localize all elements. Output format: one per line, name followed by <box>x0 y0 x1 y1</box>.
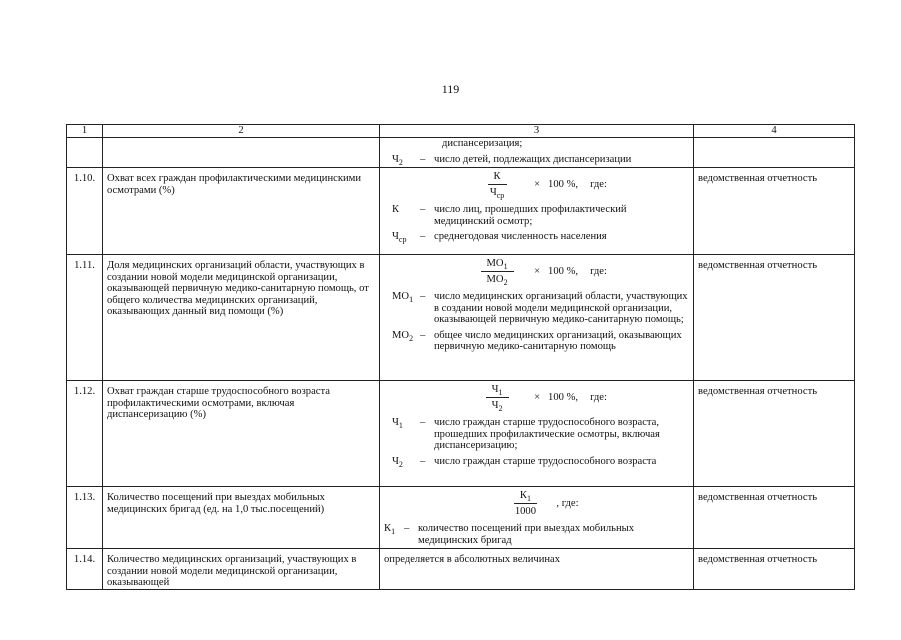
table-row <box>67 381 855 487</box>
table-row <box>67 255 855 381</box>
formula: $\frac{К}{Ч_{ср}}$ × 100 %, где: <box>384 170 689 200</box>
method-cell <box>380 381 694 487</box>
continuation-row <box>67 138 855 168</box>
method-text: определяется в абсолютных величинах <box>380 549 694 590</box>
variable-symbol: $Ч_2$ <box>392 153 403 167</box>
variable-definition <box>384 154 689 166</box>
continuation-text: диспансеризация; <box>442 138 523 149</box>
indicator-name: Охват всех граждан профилактическими медицинскими осмотрами (%) <box>103 168 380 255</box>
data-source: ведомственная отчетность <box>694 549 855 590</box>
table-row <box>67 487 855 549</box>
dash: – <box>420 153 426 165</box>
row-number: 1.10. <box>67 168 103 255</box>
row-number: 1.14. <box>67 549 103 590</box>
row-number: 1.12. <box>67 381 103 487</box>
variable-definition: К – число лиц, прошедших профилактический медицинский осмотр; <box>392 204 627 227</box>
column-number-row <box>67 125 855 138</box>
indicator-name: Количество медицинских организаций, участвующих в создании новой модели медицинской организации, оказывающей <box>103 549 380 590</box>
column-header-3: 3 <box>380 125 694 138</box>
page-number: 119 <box>441 82 460 96</box>
formula: $\frac{Ч_1}{Ч_2}$ × 100 %, где: <box>384 383 689 413</box>
variable-definition: $Ч_{ср}$ – среднегодовая численность населения <box>392 231 607 245</box>
data-source: ведомственная отчетность <box>694 487 855 549</box>
column-header-4: 4 <box>694 125 855 138</box>
indicators-table <box>66 124 855 590</box>
table-row <box>67 168 855 255</box>
column-header-1: 1 <box>67 125 103 138</box>
table-row <box>67 549 855 590</box>
indicator-name: Доля медицинских организаций области, участвующих в создании новой модели медицинской организации, оказывающей первичную медико-санитарную помощь, от общего количества медицинских организаций, оказывающих данный вид помощи (%) <box>103 255 380 381</box>
variable-definition: $МО_2$ – общее число медицинских организаций, оказывающих первичную медико-санитарную помощь <box>392 329 682 352</box>
data-source: ведомственная отчетность <box>694 168 855 255</box>
data-source: ведомственная отчетность <box>694 255 855 381</box>
data-source: ведомственная отчетность <box>694 381 855 487</box>
row-number: 1.13. <box>67 487 103 549</box>
variable-definition: $Ч_1$ – число граждан старше трудоспособного возраста, прошедших профилактические осмотры, включая диспансеризацию; <box>392 417 660 451</box>
variable-text: число детей, подлежащих диспансеризации <box>434 153 632 165</box>
method-cell <box>380 487 694 549</box>
variable-definition: $МО_1$ – число медицинских организаций области, участвующих в создании новой модели медицинской организации, оказывающей первичную медико-санитарную помощь; <box>392 291 688 325</box>
indicator-name: Охват граждан старше трудоспособного возраста профилактическими осмотрами, включая диспансеризацию (%) <box>103 381 380 487</box>
method-cell <box>380 168 694 255</box>
variable-definition: $Ч_2$ – число граждан старше трудоспособного возраста <box>392 455 657 469</box>
row-number: 1.11. <box>67 255 103 381</box>
formula: $\frac{МО_1}{МО_2}$ × 100 %, где: <box>384 257 689 287</box>
method-cell <box>380 255 694 381</box>
variable-definition: $К_1$ – количество посещений при выездах мобильных медицинских бригад <box>384 523 635 546</box>
column-header-2: 2 <box>103 125 380 138</box>
formula: $\frac{К_1}{1000}$ , где: <box>514 490 579 517</box>
indicator-name: Количество посещений при выездах мобильных медицинских бригад (ед. на 1,0 тыс.посещений) <box>103 487 380 549</box>
